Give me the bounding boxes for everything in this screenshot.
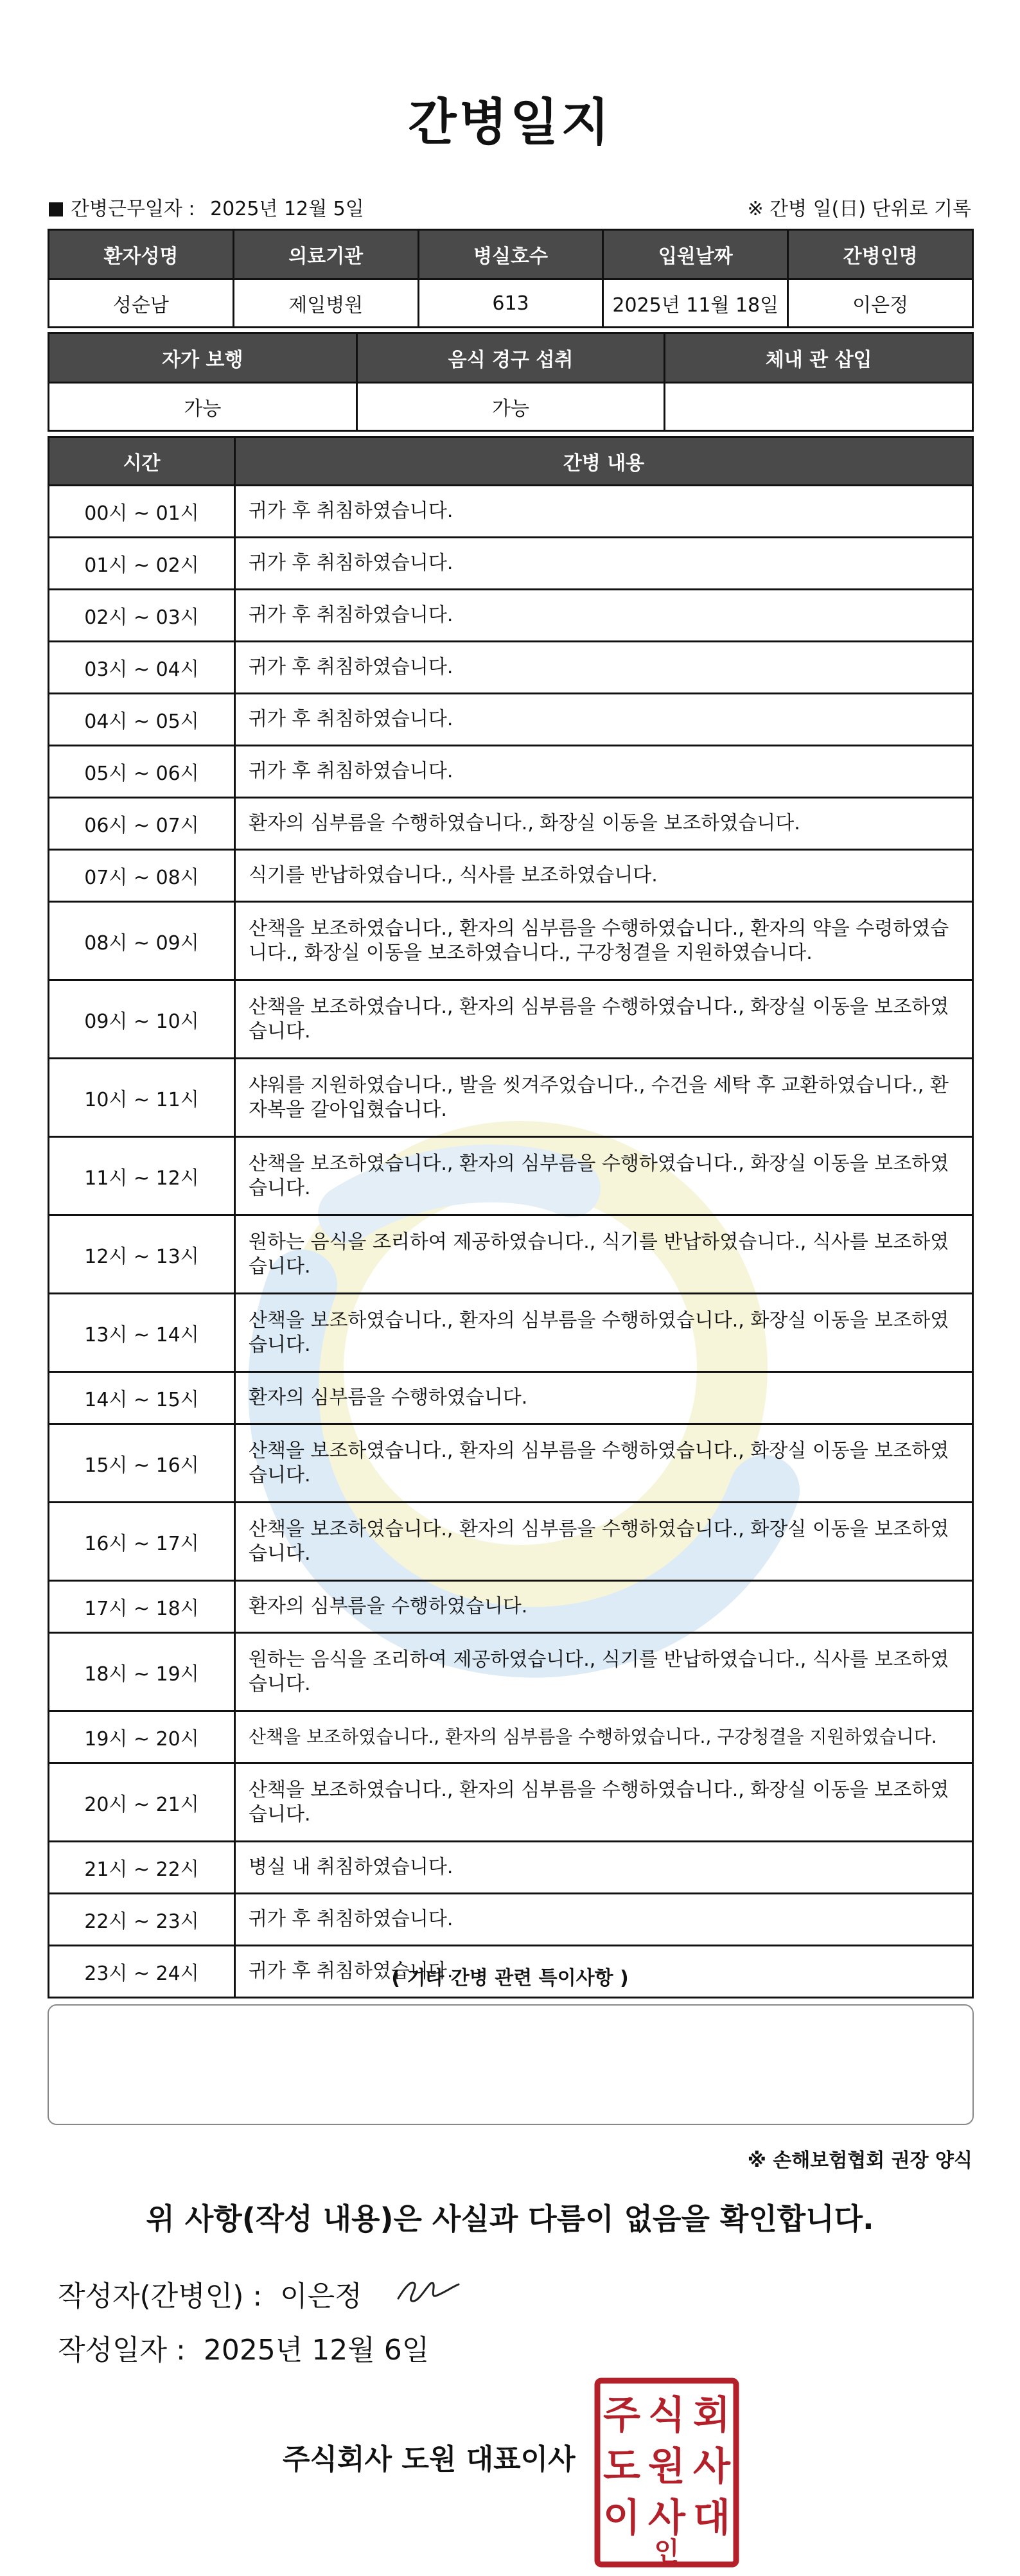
- caregiver-name: 이은정: [788, 279, 973, 328]
- patient-info-table: [48, 229, 974, 328]
- table-row: [49, 980, 973, 1059]
- row-time: 08시 ~ 09시: [49, 902, 235, 980]
- row-time: 15시 ~ 16시: [49, 1424, 235, 1503]
- company-name: 주식회사 도원 대표이사: [283, 2443, 576, 2476]
- row-time: 12시 ~ 13시: [49, 1215, 235, 1294]
- table-row: [49, 1215, 973, 1294]
- table-row: [49, 798, 973, 850]
- admission-date: 2025년 11월 18일: [603, 279, 788, 328]
- header-room: 병실호수: [418, 230, 603, 279]
- svg-text:대: 대: [693, 2496, 730, 2541]
- row-content: 산책을 보조하였습니다., 환자의 심부름을 수행하였습니다., 화장실 이동을 보조하였습니다.: [235, 1763, 973, 1842]
- work-date-label: 간병근무일자 :: [71, 198, 195, 220]
- form-note: ※ 손해보험협회 권장 양식: [747, 2149, 972, 2172]
- table-row: [49, 850, 973, 902]
- row-time: 18시 ~ 19시: [49, 1633, 235, 1711]
- hospital: 제일병원: [233, 279, 418, 328]
- svg-text:도: 도: [603, 2444, 640, 2489]
- table-row: [49, 902, 973, 980]
- table-row: [49, 1059, 973, 1137]
- row-content: 귀가 후 취침하였습니다.: [235, 1894, 973, 1946]
- patient-header-row: [49, 230, 973, 279]
- svg-text:회: 회: [693, 2393, 730, 2438]
- table-row: [49, 1842, 973, 1894]
- row-content: 귀가 후 취침하였습니다.: [235, 590, 973, 642]
- row-content: 산책을 보조하였습니다., 환자의 심부름을 수행하였습니다., 화장실 이동을 보조하였습니다.: [235, 1424, 973, 1503]
- header-oral-intake: 음식 경구 섭취: [356, 333, 665, 383]
- unit-note: ※ 간병 일(日) 단위로 기록: [747, 198, 971, 220]
- work-date-value: 2025년 12월 5일: [210, 198, 364, 220]
- table-row: [49, 1503, 973, 1581]
- patient-name: 성순남: [49, 279, 234, 328]
- row-content: 귀가 후 취침하였습니다.: [235, 538, 973, 590]
- row-time: 11시 ~ 12시: [49, 1137, 235, 1215]
- self-walking: 가능: [49, 383, 357, 431]
- header-hospital: 의료기관: [233, 230, 418, 279]
- row-time: 16시 ~ 17시: [49, 1503, 235, 1581]
- table-row: [49, 1894, 973, 1946]
- table-row: [49, 1633, 973, 1711]
- header-caregiver-name: 간병인명: [788, 230, 973, 279]
- row-content: 환자의 심부름을 수행하였습니다.: [235, 1581, 973, 1633]
- row-time: 05시 ~ 06시: [49, 746, 235, 798]
- row-content: 산책을 보조하였습니다., 환자의 심부름을 수행하였습니다., 화장실 이동을 보조하였습니다.: [235, 980, 973, 1059]
- company-seal-icon: [594, 2377, 740, 2568]
- row-time: 19시 ~ 20시: [49, 1711, 235, 1763]
- status-header-row: [49, 333, 973, 383]
- writer-label: 작성자(간병인) :: [58, 2280, 263, 2313]
- oral-intake: 가능: [356, 383, 665, 431]
- row-time: 03시 ~ 04시: [49, 642, 235, 694]
- status-value-row: [49, 383, 973, 431]
- row-time: 23시 ~ 24시: [49, 1946, 235, 1998]
- row-time: 22시 ~ 23시: [49, 1894, 235, 1946]
- table-row: [49, 1424, 973, 1503]
- row-time: 09시 ~ 10시: [49, 980, 235, 1059]
- row-content: 식기를 반납하였습니다., 식사를 보조하였습니다.: [235, 850, 973, 902]
- table-row: [49, 1581, 973, 1633]
- row-content: 산책을 보조하였습니다., 환자의 심부름을 수행하였습니다., 구강청결을 지원하였습니다.: [235, 1711, 973, 1763]
- patient-value-row: [49, 279, 973, 328]
- log-header-row: [49, 437, 973, 486]
- svg-text:사: 사: [648, 2496, 685, 2541]
- row-time: 07시 ~ 08시: [49, 850, 235, 902]
- black-square-icon: [49, 202, 63, 216]
- table-row: [49, 1294, 973, 1372]
- row-content: 병실 내 취침하였습니다.: [235, 1842, 973, 1894]
- svg-text:주: 주: [603, 2393, 640, 2438]
- table-row: [49, 1372, 973, 1424]
- header-self-walking: 자가 보행: [49, 333, 357, 383]
- row-time: 13시 ~ 14시: [49, 1294, 235, 1372]
- svg-text:이: 이: [603, 2496, 640, 2541]
- table-row: [49, 746, 973, 798]
- row-time: 10시 ~ 11시: [49, 1059, 235, 1137]
- row-time: 00시 ~ 01시: [49, 486, 235, 538]
- row-content: 원하는 음식을 조리하여 제공하였습니다., 식기를 반납하였습니다., 식사를 보조하였습니다.: [235, 1633, 973, 1711]
- row-time: 21시 ~ 22시: [49, 1842, 235, 1894]
- svg-text:원: 원: [648, 2444, 685, 2489]
- row-content: 산책을 보조하였습니다., 환자의 심부름을 수행하였습니다., 화장실 이동을 보조하였습니다.: [235, 1294, 973, 1372]
- written-date-label: 작성일자 :: [58, 2334, 186, 2367]
- row-content: 산책을 보조하였습니다., 환자의 심부름을 수행하였습니다., 환자의 약을 수령하였습니다., 화장실 이동을 보조하였습니다., 구강청결을 지원하였습니다.: [235, 902, 973, 980]
- writer-line: [58, 2273, 362, 2314]
- row-content: 귀가 후 취침하였습니다.: [235, 642, 973, 694]
- header-tube-insertion: 체내 관 삽입: [665, 333, 973, 383]
- row-time: 20시 ~ 21시: [49, 1763, 235, 1842]
- written-date-value: 2025년 12월 6일: [203, 2334, 430, 2367]
- row-time: 04시 ~ 05시: [49, 694, 235, 746]
- row-content: 귀가 후 취침하였습니다.: [235, 486, 973, 538]
- row-content: 귀가 후 취침하였습니다.: [235, 1946, 973, 1998]
- special-notes-box[interactable]: [48, 2004, 974, 2125]
- tube-insertion: [665, 383, 973, 431]
- confirmation-statement: 위 사항(작성 내용)은 사실과 다름이 없음을 확인합니다.: [146, 2201, 874, 2236]
- signature-icon: [393, 2268, 464, 2313]
- row-time: 01시 ~ 02시: [49, 538, 235, 590]
- row-content: 환자의 심부름을 수행하였습니다., 화장실 이동을 보조하였습니다.: [235, 798, 973, 850]
- row-time: 02시 ~ 03시: [49, 590, 235, 642]
- room-number: 613: [418, 279, 603, 328]
- table-row: [49, 1137, 973, 1215]
- care-log-table: [48, 436, 974, 1998]
- row-content: 원하는 음식을 조리하여 제공하였습니다., 식기를 반납하였습니다., 식사를 보조하였습니다.: [235, 1215, 973, 1294]
- written-date-line: [58, 2327, 429, 2368]
- svg-text:인: 인: [654, 2537, 680, 2566]
- row-content: 귀가 후 취침하였습니다.: [235, 694, 973, 746]
- writer-name: 이은정: [280, 2280, 362, 2313]
- table-row: [49, 1711, 973, 1763]
- row-time: 17시 ~ 18시: [49, 1581, 235, 1633]
- row-time: 14시 ~ 15시: [49, 1372, 235, 1424]
- document-title: 간병일지: [408, 94, 612, 152]
- table-row: [49, 642, 973, 694]
- table-row: [49, 694, 973, 746]
- patient-status-table: [48, 332, 974, 432]
- work-date: [49, 193, 364, 221]
- svg-text:식: 식: [648, 2393, 685, 2438]
- svg-text:사: 사: [693, 2444, 730, 2489]
- table-row: [49, 486, 973, 538]
- row-time: 06시 ~ 07시: [49, 798, 235, 850]
- table-row: [49, 1763, 973, 1842]
- special-notes-title: ( 기타 간병 관련 특이사항 ): [391, 1967, 629, 1989]
- row-content: 산책을 보조하였습니다., 환자의 심부름을 수행하였습니다., 화장실 이동을 보조하였습니다.: [235, 1503, 973, 1581]
- row-content: 귀가 후 취침하였습니다.: [235, 746, 973, 798]
- table-row: [49, 538, 973, 590]
- header-patient-name: 환자성명: [49, 230, 234, 279]
- table-row: [49, 590, 973, 642]
- row-content: 산책을 보조하였습니다., 환자의 심부름을 수행하였습니다., 화장실 이동을 보조하였습니다.: [235, 1137, 973, 1215]
- header-time: 시간: [49, 437, 235, 486]
- row-content: 샤워를 지원하였습니다., 발을 씻겨주었습니다., 수건을 세탁 후 교환하였습니다., 환자복을 갈아입혔습니다.: [235, 1059, 973, 1137]
- row-content: 환자의 심부름을 수행하였습니다.: [235, 1372, 973, 1424]
- header-care-content: 간병 내용: [235, 437, 973, 486]
- header-admission-date: 입원날짜: [603, 230, 788, 279]
